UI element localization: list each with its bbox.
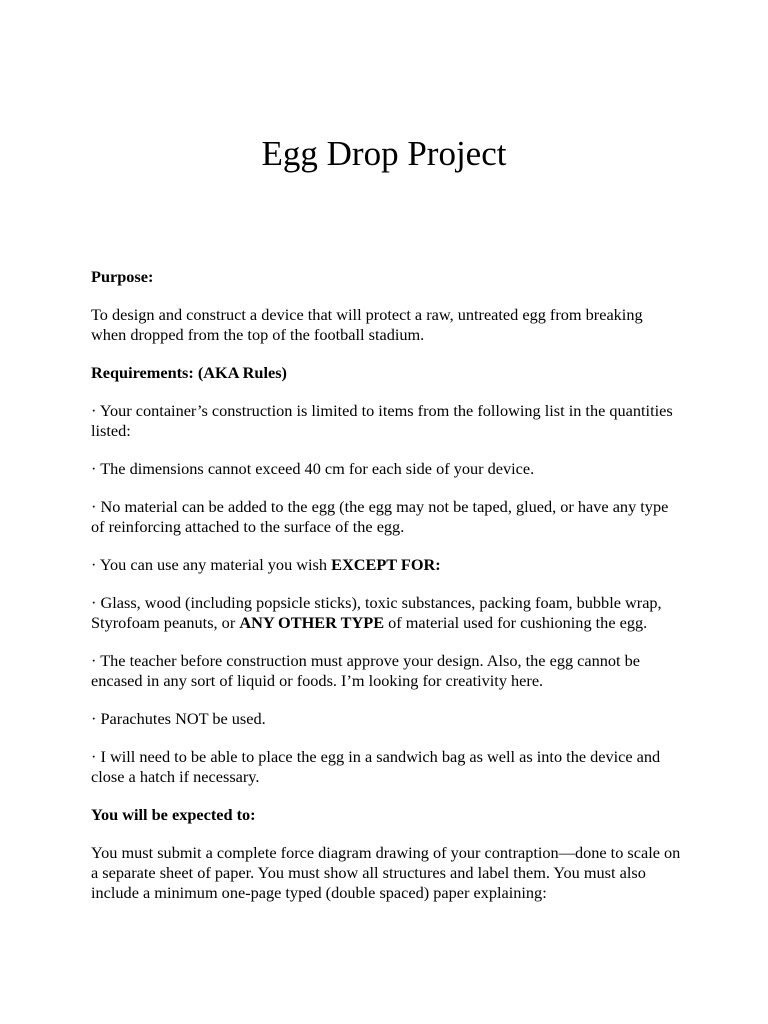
requirement-dimensions: · The dimensions cannot exceed 40 cm for each side of your device. [91,459,535,478]
document-title: Egg Drop Project [261,134,507,173]
any-material-text: · You can use any material you wish [91,555,332,574]
requirement-construction: · Your container’s construction is limited to items from the following list in the quantities listed: [91,401,673,440]
requirement-no-material: · No material can be added to the egg (the egg may not be taped, glued, or have any type of reinforcing attached to the surface of the egg. [91,497,669,536]
requirements-heading: Requirements: (AKA Rules) [91,363,287,382]
document-body [91,267,681,921]
any-other-type-bold: ANY OTHER TYPE [239,613,385,632]
expected-heading: You will be expected to: [91,805,256,824]
except-for-bold: EXCEPT FOR: [331,555,441,574]
excluded-prefix: · Glass, wood (including popsicle sticks), toxic substances, packing foam, bubble wrap, Styrofoam peanuts, or [91,593,662,632]
requirement-any-material [91,555,681,575]
requirement-sandwich-bag: · I will need to be able to place the egg in a sandwich bag as well as into the device and close a hatch if necessary. [91,747,661,786]
requirement-parachutes: · Parachutes NOT be used. [91,709,266,728]
purpose-text: To design and construct a device that will protect a raw, untreated egg from breaking when dropped from the top of the football stadium. [91,305,643,344]
requirement-excluded-materials [91,593,681,633]
excluded-suffix: of material used for cushioning the egg. [384,613,648,632]
requirement-approval: · The teacher before construction must approve your design. Also, the egg cannot be encased in any sort of liquid or foods. I’m looking for creativity here. [91,651,641,690]
expected-text: You must submit a complete force diagram drawing of your contraption—done to scale on a separate sheet of paper. You must show all structures and label them. You must also include a minimum one-page typed (double spaced) paper explaining: [91,843,681,902]
purpose-heading: Purpose: [91,267,154,286]
